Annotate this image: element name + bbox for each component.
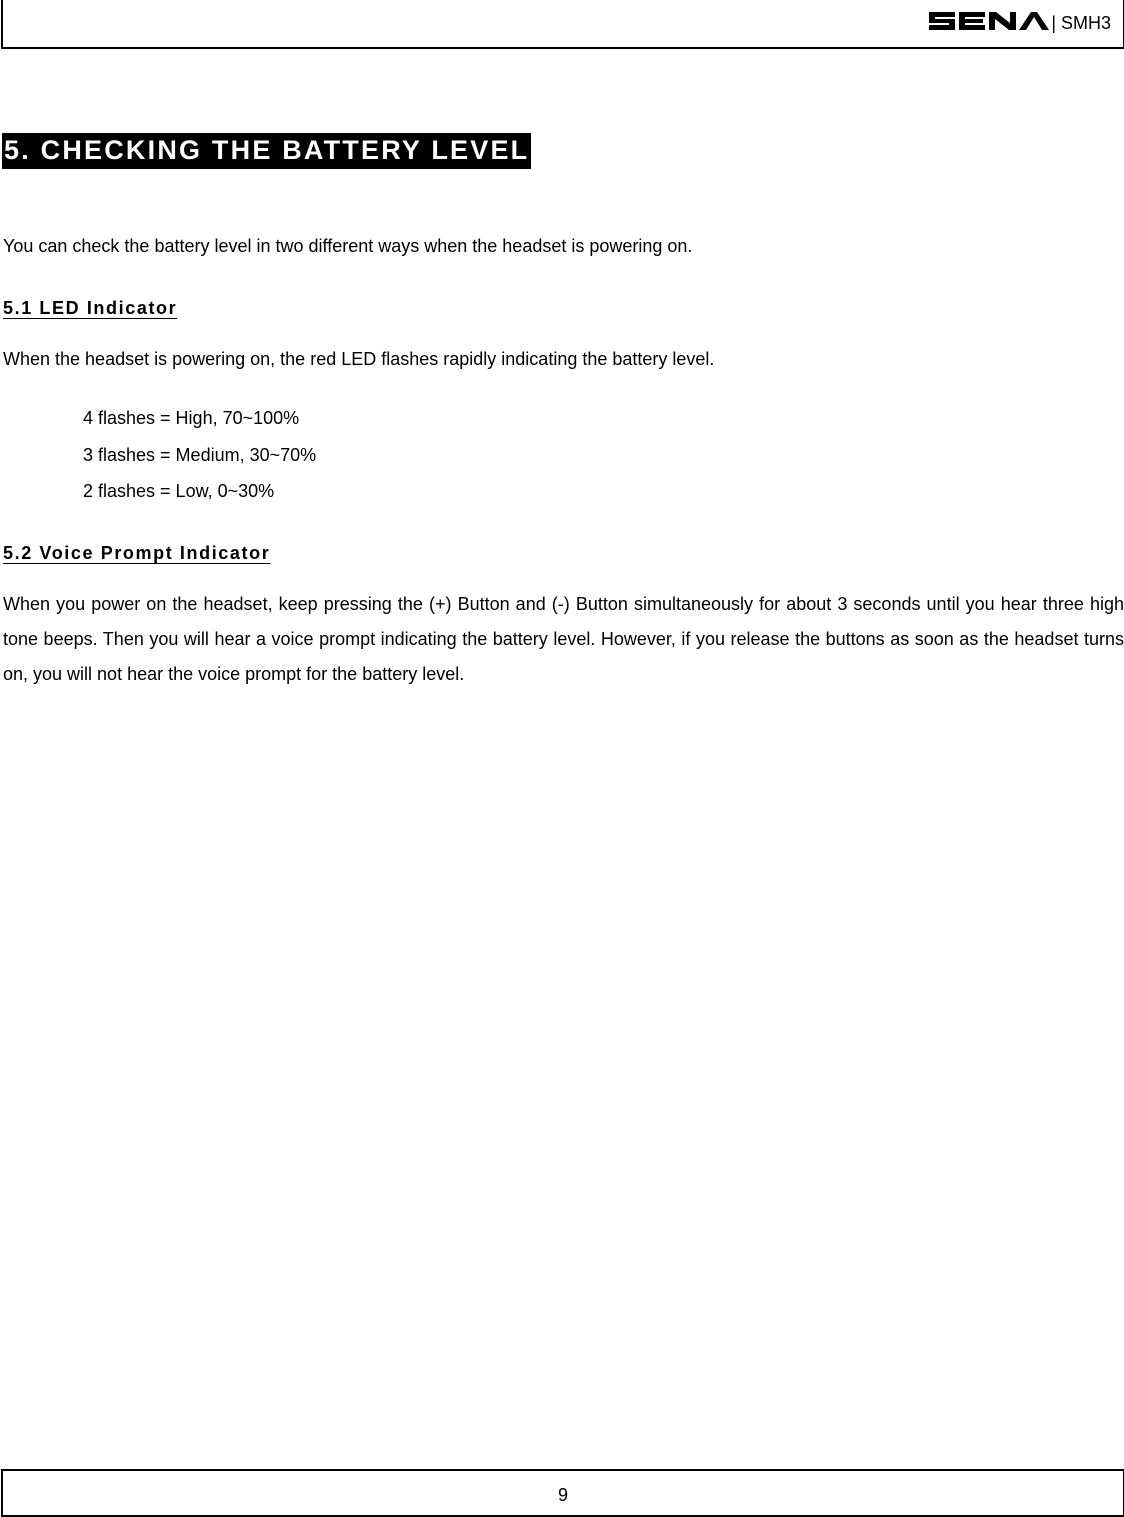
level-item-high: 4 flashes = High, 70~100% xyxy=(83,408,300,428)
voice-description: When you power on the headset, keep pressing the (+) Button and (-) Button simultaneously for about 3 seconds until you hear three high tone beeps. Then you will hear a voice prompt indicating the battery level. However, if you release the buttons as soon as the headset turns on, you will not hear the voice prompt for the battery level. xyxy=(3,594,1124,684)
level-item-low: 2 flashes = Low, 0~30% xyxy=(83,481,275,501)
page-footer xyxy=(1,1469,1124,1517)
page-number: 9 xyxy=(557,1485,568,1505)
section-heading-led: 5.1 LED Indicator xyxy=(3,298,178,318)
intro-text: You can check the battery level in two different ways when the headset is powering on. xyxy=(3,236,693,256)
led-description: When the headset is powering on, the red LED flashes rapidly indicating the battery level. xyxy=(3,349,715,369)
sena-logo xyxy=(927,8,1049,39)
chapter-title: 5. CHECKING THE BATTERY LEVEL xyxy=(2,133,531,169)
section-heading-voice: 5.2 Voice Prompt Indicator xyxy=(3,543,271,563)
page-header xyxy=(1,0,1124,49)
brand xyxy=(927,8,1111,39)
level-item-medium: 3 flashes = Medium, 30~70% xyxy=(83,445,317,465)
model-label: | SMH3 xyxy=(1051,13,1111,33)
